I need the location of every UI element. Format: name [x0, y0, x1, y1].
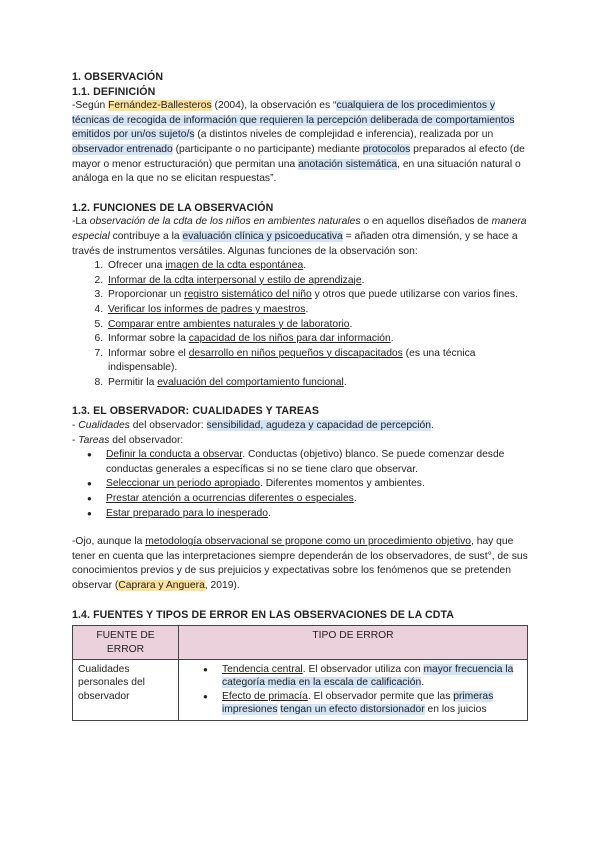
list-item: 8. Permitir la evaluación del comportamiento funcional.: [106, 376, 528, 391]
subsection-title-definicion: 1.1. DEFINICIÓN: [72, 85, 156, 98]
ojo-paragraph: -Ojo, aunque la metodología observacional se propone como un procedimiento objetivo, hay que tener en cuenta que las interpretaciones siempre dependerán de los observadores, de sust°, de sus conocimientos previos y de sus prejuicios y expectativas sobre los fenómenos que se pretenden observar (Caprara y Anguera, 2019).: [72, 536, 528, 591]
highlight-evaluation: evaluación clínica y psicoeducativa: [182, 230, 343, 242]
list-item: ● Definir la conducta a observar. Conductas (objetivo) blanco. Se puede comenzar desde conductas generales a específicas si no se tiene claro que observar.: [106, 448, 528, 477]
highlight-protocols: protocolos: [362, 143, 411, 155]
list-item: ● Estar preparado para lo inesperado.: [106, 507, 528, 522]
cualidades-line: - Cualidades del observador: sensibilidad, agudeza y capacidad de percepción.: [72, 420, 434, 432]
document-page: [72, 70, 528, 721]
list-item: 2. Informar de la cdta interpersonal y estilo de aprendizaje.: [106, 274, 528, 289]
subsection-title-errores: 1.4. FUENTES Y TIPOS DE ERROR EN LAS OBSERVACIONES DE LA CDTA: [72, 608, 455, 621]
table-header-tipo: TIPO DE ERROR: [179, 626, 528, 660]
citation-author: Fernández-Ballesteros: [108, 100, 212, 112]
citation-author: Caprara y Anguera: [118, 580, 205, 591]
highlight-procedures: cualquiera de los procedimientos y técnicas de recogida de información que requieren la percepción deliberada de comportamientos emitidos por un/os sujeto/s: [72, 100, 515, 141]
section-title-observacion: 1. OBSERVACIÓN: [72, 71, 164, 83]
list-item: ● Prestar atención a ocurrencias diferentes o especiales.: [106, 492, 528, 507]
table-header-fuente: FUENTE DE ERROR: [73, 626, 179, 660]
list-item: ● Seleccionar un periodo apropiado. Diferentes momentos y ambientes.: [106, 477, 528, 492]
list-item: 6. Informar sobre la capacidad de los niños para dar información.: [106, 332, 528, 347]
highlight-cualidades: sensibilidad, agudeza y capacidad de percepción: [206, 420, 431, 432]
definition-paragraph: -Según Fernández-Ballesteros (2004), la observación es “cualquiera de los procedimientos y técnicas de recogida de información que requieren la percepción deliberada de comportamientos emitidos por un/os sujeto/s (a distintos niveles de complejidad e inferencia), realizada por un observador entrenado (participante o no participante) mediante protocolos preparados al efecto (de mayor o menor estructuración) que permitan una anotación sistemática, en una situación natural o análoga en la que no se elicitan respuestas”.: [72, 100, 525, 185]
list-item: ● Tendencia central. El observador utiliza con mayor frecuencia la categoría media en la escala de calificación.: [222, 663, 522, 690]
list-item: 3. Proporcionar un registro sistemático del niño y otros que puede utilizarse con varios fines.: [106, 288, 528, 303]
table-cell-fuente: Cualidades personales del observador: [73, 660, 179, 721]
error-table: [72, 625, 528, 720]
table-cell-tipo: [179, 660, 528, 721]
subsection-title-observador: 1.3. EL OBSERVADOR: CUALIDADES Y TAREAS: [72, 405, 320, 418]
funciones-list: [72, 259, 528, 390]
subsection-title-funciones: 1.2. FUNCIONES DE LA OBSERVACIÓN: [72, 201, 274, 214]
list-item: 1. Ofrecer una imagen de la cdta espontánea.: [106, 259, 528, 274]
highlight-observer: observador entrenado: [72, 143, 173, 155]
tareas-list: [72, 448, 528, 521]
highlight-annotation: anotación sistemática: [298, 158, 398, 170]
list-item: ● Efecto de primacía. El observador permite que las primeras impresiones tengan un efecto distorsionador en los juicios: [222, 690, 522, 717]
funciones-paragraph: -La observación de la cdta de los niños en ambientes naturales o en aquellos diseñados de manera especial contribuye a la evaluación clínica y psicoeducativa = añaden otra dimensión, y se hace a través de instrumentos versátiles. Algunas funciones de la observación son:: [72, 216, 527, 257]
list-item: 7. Informar sobre el desarrollo en niños pequeños y discapacitados (es una técnica indispensable).: [106, 347, 528, 376]
list-item: 5. Comparar entre ambientes naturales y de laboratorio.: [106, 318, 528, 333]
table-header-row: [73, 626, 528, 660]
list-item: 4. Verificar los informes de padres y maestros.: [106, 303, 528, 318]
table-row: [73, 660, 528, 721]
tareas-line: - Tareas del observador:: [72, 434, 184, 446]
